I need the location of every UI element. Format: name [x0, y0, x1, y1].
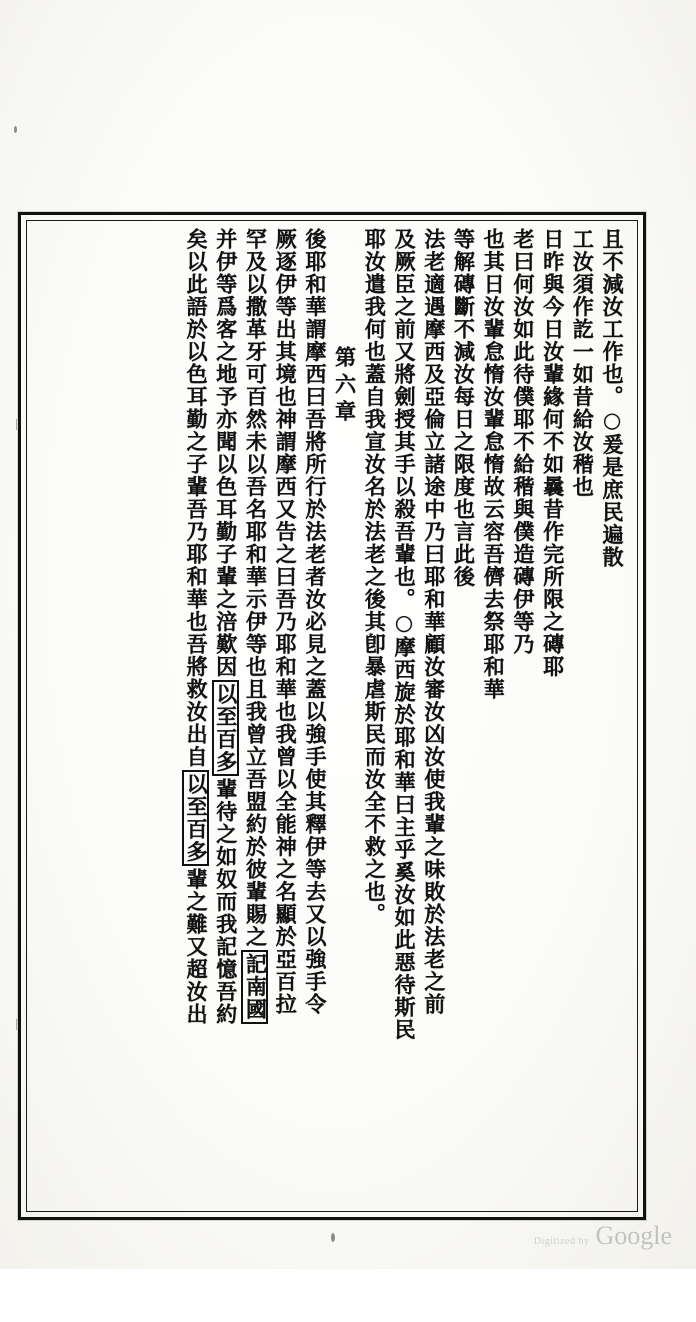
text-column: 耶汝遣我何也蓋自我宣汝名於法老之後其卽暴虐斯民而汝全不救之也。 [362, 228, 387, 926]
text-column: 法老適遇摩西及亞倫立諸途中乃曰耶和華顧汝審汝凶汝使我輩之味敗於法老之前 [421, 228, 446, 1016]
watermark-label: Digitized by [533, 1236, 590, 1247]
text-column: 老曰何汝如此待僕耶不給稭與僕造磚伊等乃 [510, 228, 535, 656]
text-column: 日昨與今日汝輩緣何不如曩昔作完所限之磚耶 [540, 228, 565, 678]
column-text: 矣以此語於以色耳勤之子輩吾乃耶和華也吾將救汝出自 [183, 228, 208, 768]
text-column: 也其日汝輩怠惰汝輩怠惰故云容吾儕去祭耶和華 [481, 228, 506, 701]
column-text: 罕及以撒革牙可百然未以吾名耶和華示伊等也且我曾立吾盟約於彼輩賜之 [243, 228, 268, 948]
watermark-logo: Google [595, 1221, 672, 1250]
text-column: 厥逐伊等出其境也神謂摩西又告之曰吾乃耶和華也我曾以全能神之名顯於亞百拉 [273, 228, 298, 1016]
column-text-tail: 輩待之如奴而我記憶吾約 [213, 778, 238, 1026]
boxed-reference: 以至百多 [212, 680, 239, 776]
boxed-reference: 記南國 [241, 950, 268, 1024]
text-column: 後耶和華謂摩西曰吾將所行於法老者汝必見之蓋以強手使其釋伊等去又以強手令 [302, 228, 327, 1016]
text-column: 工汝須作訖一如昔給汝稭也 [570, 228, 595, 498]
text-column: 且不減汝工作也。○爰是庶民遍散 [600, 228, 624, 569]
text-column: 等解磚斷不減汝每日之限度也言此後 [451, 228, 476, 588]
scan-speck [14, 126, 17, 133]
text-column [240, 228, 270, 1204]
chapter-heading: 第六章 [332, 346, 357, 427]
text-column [180, 228, 210, 1204]
column-text-tail: 輩之難又超汝出 [183, 868, 208, 1026]
text-column [210, 228, 240, 1204]
digitization-watermark [534, 1221, 672, 1251]
margin-mark-top: ︱ [7, 418, 22, 433]
vertical-text-columns [28, 222, 632, 1204]
boxed-reference: 以至百多 [182, 770, 209, 866]
text-column: 及厥臣之前又將劍授其手以殺吾輩也。○摩西旋於耶和華曰主乎奚汝如此惡待斯民 [391, 228, 416, 1041]
margin-mark-bottom: ︱ [7, 1018, 22, 1033]
column-text: 并伊等爲客之地予亦聞以色耳勤子輩之涪歎因 [213, 228, 238, 678]
